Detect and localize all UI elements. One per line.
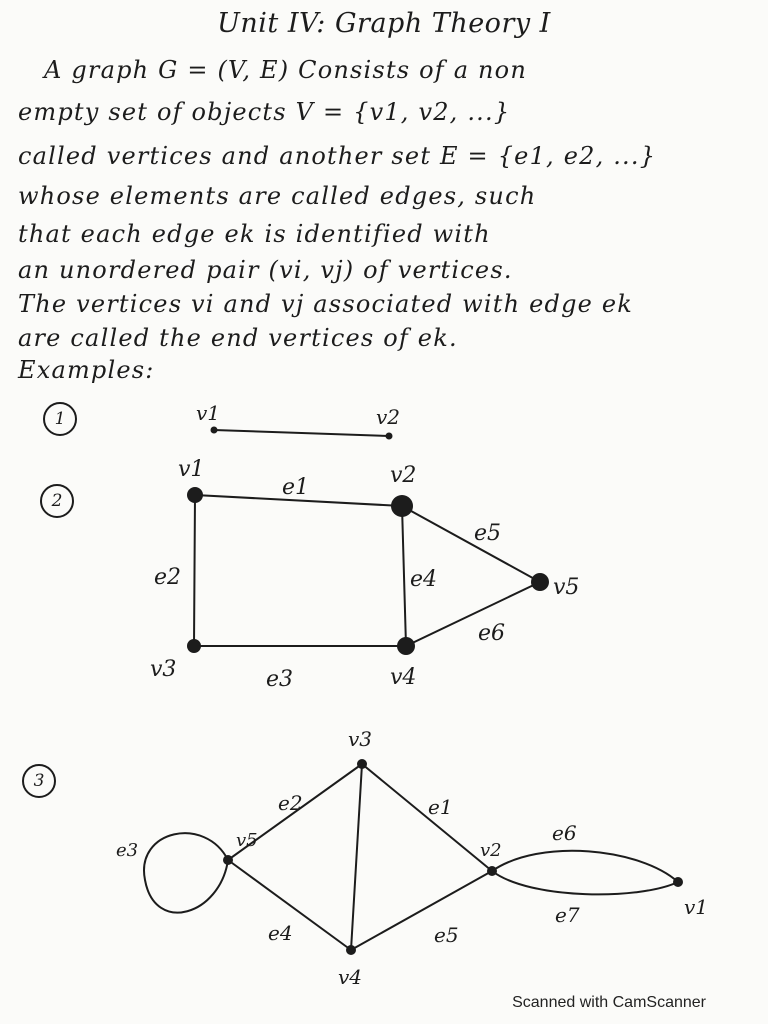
loop-edge: [144, 833, 228, 912]
definition-line: whose elements are called edges, such: [18, 182, 537, 210]
vertex-label: v5: [553, 575, 580, 600]
example-2-number: 2: [40, 484, 74, 518]
edge-e5: [351, 871, 492, 950]
vertex-v4: [397, 637, 415, 655]
example-1-number: 1: [43, 402, 77, 436]
vertex-label: v4: [390, 665, 417, 690]
edge-label: e4: [410, 567, 438, 592]
examples-heading: Examples:: [18, 356, 155, 384]
vertex-label: v2: [390, 463, 417, 488]
vertex-label: v2: [480, 840, 502, 861]
definition-line: empty set of objects V = {v1, v2, ...}: [18, 98, 511, 126]
edge-label: e6: [552, 821, 577, 845]
edge-e7: [492, 871, 678, 894]
edge-e6: [492, 851, 678, 882]
definition-line: an unordered pair (vi, vj) of vertices.: [18, 256, 513, 284]
edge-label: e5: [474, 521, 502, 546]
definition-line: are called the end vertices of ek.: [18, 324, 458, 352]
vertex-v2: [386, 433, 393, 440]
vertex-label: v3: [348, 727, 373, 751]
vertex-label: v4: [338, 965, 363, 989]
vertex-label: v1: [196, 401, 221, 425]
definition-line: called vertices and another set E = {e1, e2, ...}: [18, 142, 657, 170]
edge-e3: [351, 764, 362, 950]
edge-label: e1: [428, 795, 453, 819]
edge-e1: [362, 764, 492, 871]
definition-line: that each edge ek is identified with: [18, 220, 491, 248]
page-title: Unit IV: Graph Theory I: [217, 8, 551, 39]
definition-line: A graph G = (V, E) Consists of a non: [44, 56, 527, 84]
edge-label: e2: [154, 565, 182, 590]
example-1-edge: [214, 430, 389, 436]
scanner-watermark: Scanned with CamScanner: [512, 994, 706, 1011]
vertex-v3: [187, 639, 201, 653]
vertex-v4: [346, 945, 356, 955]
vertex-v3: [357, 759, 367, 769]
edge-label: e3: [116, 840, 139, 861]
edge-label: e5: [434, 923, 459, 947]
vertex-label: v3: [150, 657, 177, 682]
edge-label: e6: [478, 621, 506, 646]
edge-label: e7: [555, 903, 580, 927]
vertex-v5: [531, 573, 549, 591]
vertex-label: v2: [376, 405, 401, 429]
vertex-label: v5: [236, 830, 258, 851]
vertex-label: v1: [178, 457, 205, 482]
vertex-v1: [187, 487, 203, 503]
vertex-v1: [211, 427, 218, 434]
edge-label: e4: [268, 921, 293, 945]
example-3-number: 3: [22, 764, 56, 798]
vertex-v5: [223, 855, 233, 865]
edge-label: e2: [278, 791, 303, 815]
edge-e4: [402, 506, 406, 646]
vertex-v2: [391, 495, 413, 517]
vertex-v1: [673, 877, 683, 887]
vertex-v2: [487, 866, 497, 876]
definition-line: The vertices vi and vj associated with edge ek: [18, 290, 634, 318]
edge-label: e3: [266, 667, 294, 692]
edge-e2: [194, 495, 195, 646]
vertex-label: v1: [684, 895, 709, 919]
edge-label: e1: [282, 475, 310, 500]
